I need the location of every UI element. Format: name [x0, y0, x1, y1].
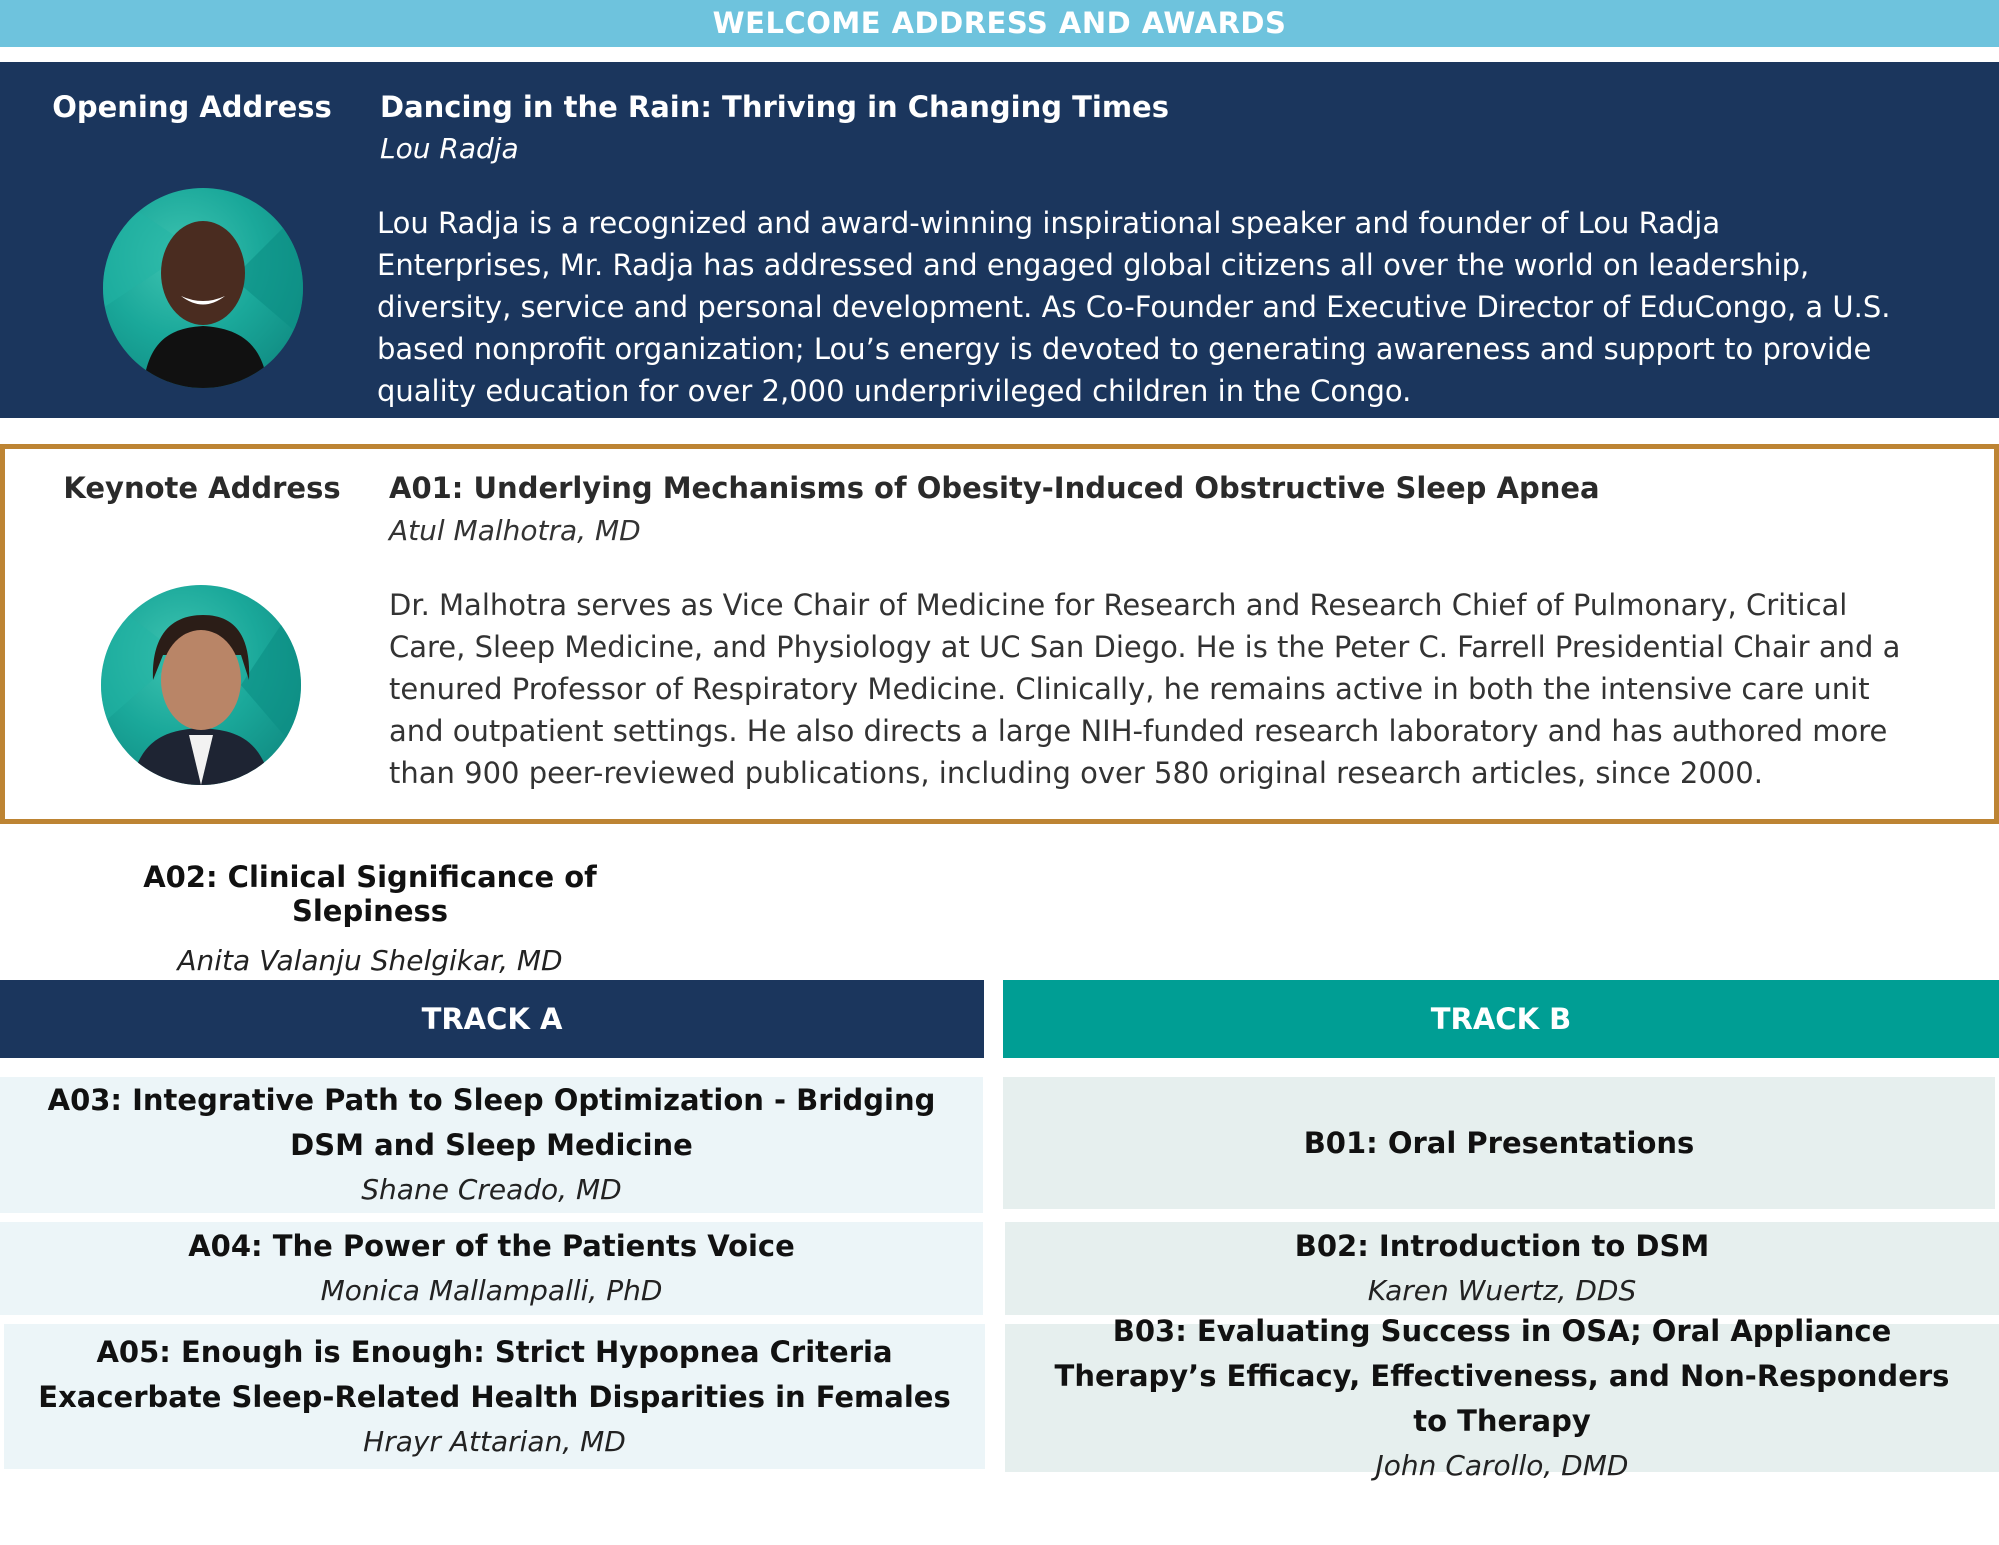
keynote-session-title: A01: Underlying Mechanisms of Obesity-Induced Obstructive Sleep Apnea [389, 471, 1600, 505]
opening-address-label: Opening Address [52, 90, 332, 124]
section-banner: WELCOME ADDRESS AND AWARDS [0, 0, 1999, 47]
session-b02 [1005, 1222, 1999, 1315]
session-title: A04: The Power of the Patients Voice [188, 1229, 795, 1263]
speaker-portrait-icon [103, 188, 303, 388]
session-a03 [0, 1077, 983, 1213]
track-a-header: TRACK A [0, 980, 984, 1058]
session-speaker: Karen Wuertz, DDS [1367, 1274, 1637, 1307]
session-speaker: Shane Creado, MD [361, 1173, 622, 1206]
opening-address-section [0, 62, 1999, 418]
lou-radja-photo [103, 188, 303, 388]
session-title: A05: Enough is Enough: Strict Hypopnea Criteria Exacerbate Sleep-Related Health Disparities in Females [38, 1334, 951, 1414]
session-a05 [4, 1324, 985, 1469]
session-speaker: John Carollo, DMD [1375, 1448, 1629, 1482]
speaker-portrait-icon [101, 585, 301, 785]
opening-session-title: Dancing in the Rain: Thriving in Changing Times [380, 90, 1169, 124]
session-a02-title: A02: Clinical Significance of Slepiness [143, 860, 597, 928]
opening-speaker-bio: Lou Radja is a recognized and award-winning inspirational speaker and founder of Lou Radja Enterprises, Mr. Radja has addressed and engaged global citizens all over the world on leadership, diversity, service and personal development. As Co-Founder and Executive Director of EduCongo, a U.S. based nonprofit organization; Lou’s energy is devoted to generating awareness and support to provide quality education for over 2,000 underprivileged children in the Congo. [377, 206, 1891, 408]
keynote-speaker-bio: Dr. Malhotra serves as Vice Chair of Medicine for Research and Research Chief of Pulmonary, Critical Care, Sleep Medicine, and Physiology at UC San Diego. He is the Peter C. Farrell Presidential Chair and a tenured Professor of Respiratory Medicine. Clinically, he remains active in both the intensive care unit and outpatient settings. He also directs a large NIH-funded research laboratory and has authored more than 900 peer-reviewed publications, including over 580 original research articles, since 2000. [389, 588, 1901, 790]
track-b-header: TRACK B [1003, 980, 1999, 1058]
keynote-speaker-name: Atul Malhotra, MD [389, 514, 641, 547]
session-speaker: Monica Mallampalli, PhD [320, 1274, 663, 1307]
session-title: B03: Evaluating Success in OSA; Oral Appliance Therapy’s Efficacy, Effectiveness, and Non-Responders to Therapy [1054, 1313, 1950, 1438]
session-b03 [1005, 1313, 1999, 1482]
opening-speaker-name: Lou Radja [380, 132, 519, 165]
session-a04 [0, 1222, 983, 1315]
session-speaker: Hrayr Attarian, MD [363, 1424, 626, 1458]
session-b01 [1003, 1077, 1995, 1209]
session-title: B01: Oral Presentations [1303, 1125, 1695, 1160]
keynote-address-section [0, 444, 1999, 824]
session-a02-speaker: Anita Valanju Shelgikar, MD [177, 944, 563, 977]
keynote-address-label: Keynote Address [63, 471, 341, 505]
atul-malhotra-photo [101, 585, 301, 785]
session-a02 [120, 860, 620, 977]
session-title: B02: Introduction to DSM [1294, 1229, 1710, 1263]
session-title: A03: Integrative Path to Sleep Optimization - Bridging DSM and Sleep Medicine [47, 1083, 936, 1162]
